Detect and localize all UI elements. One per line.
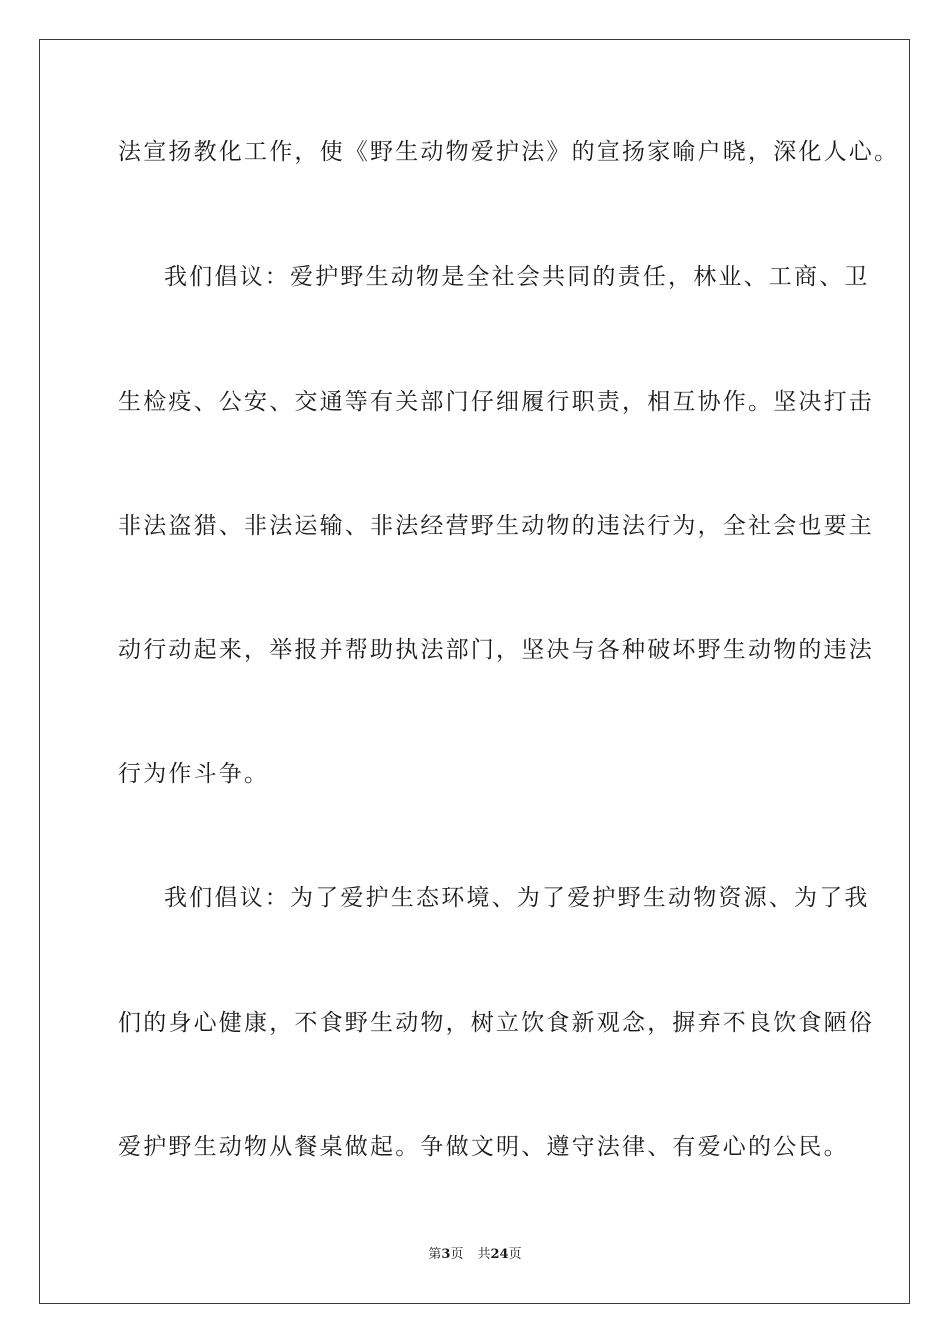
total-pages: 24 bbox=[490, 1247, 509, 1262]
text-line-5: 动行动起来，举报并帮助执法部门，坚决与各种破坏野生动物的违法 bbox=[118, 637, 874, 663]
text-line-1: 法宣扬教化工作，使《野生动物爱护法》的宣扬家喻户晓，深化人心。 bbox=[118, 139, 900, 165]
text-line-7: 我们倡议：为了爱护生态环境、为了爱护野生动物资源、为了我 bbox=[164, 885, 870, 911]
page-footer bbox=[0, 1246, 950, 1264]
page-suffix: 页 bbox=[450, 1247, 464, 1262]
text-line-9: 爱护野生动物从餐桌做起。争做文明、遵守法律、有爱心的公民。 bbox=[118, 1134, 849, 1160]
text-line-6: 行为作斗争。 bbox=[118, 761, 270, 787]
text-line-3: 生检疫、公安、交通等有关部门仔细履行职责，相互协作。坚决打击 bbox=[118, 389, 874, 415]
page-number: 3 bbox=[441, 1247, 451, 1262]
page-border bbox=[39, 39, 910, 1304]
total-prefix: 共 bbox=[477, 1247, 491, 1262]
text-line-2: 我们倡议：爱护野生动物是全社会共同的责任，林业、工商、卫 bbox=[164, 264, 870, 290]
text-line-4: 非法盗猎、非法运输、非法经营野生动物的违法行为，全社会也要主 bbox=[118, 513, 874, 539]
total-suffix: 页 bbox=[508, 1247, 522, 1262]
page-prefix: 第 bbox=[428, 1247, 442, 1262]
text-line-8: 们的身心健康，不食野生动物，树立饮食新观念，摒弃不良饮食陋俗 bbox=[118, 1010, 874, 1036]
